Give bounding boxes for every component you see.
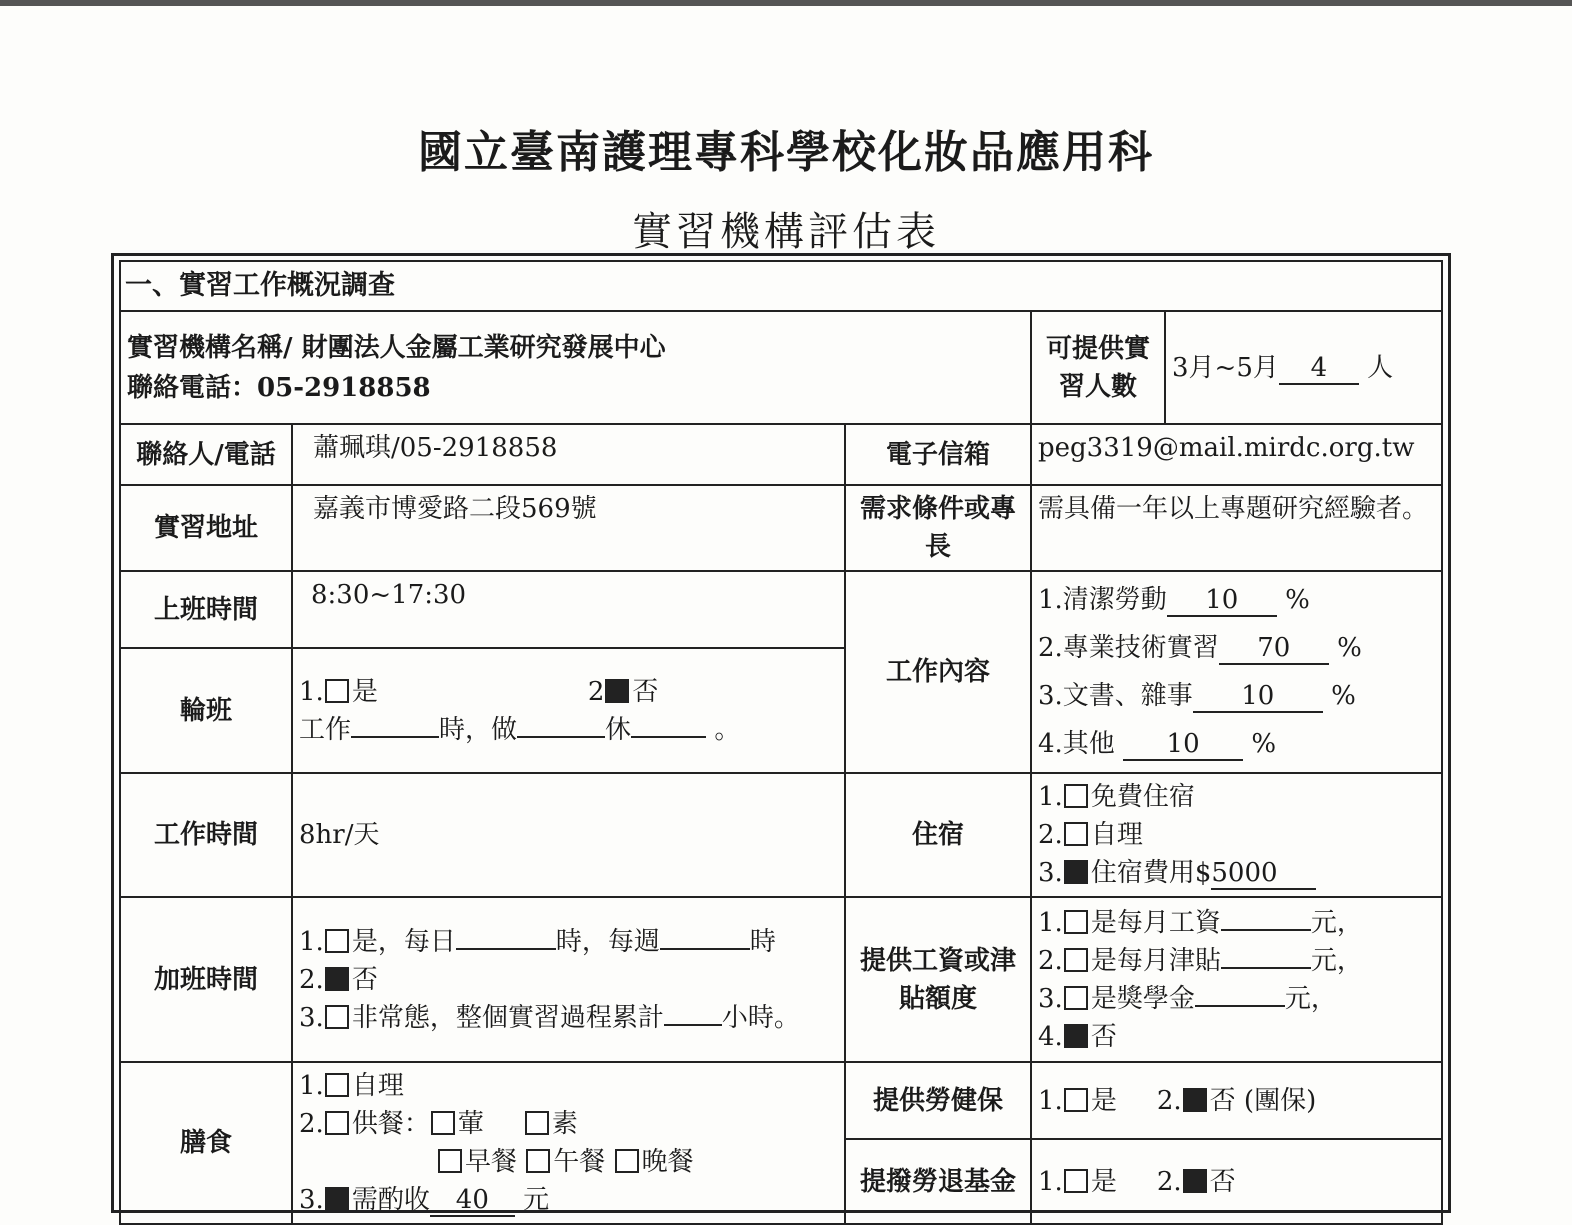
work-content-cell bbox=[1031, 571, 1442, 773]
work-content-label: 工作內容 bbox=[845, 571, 1031, 773]
evaluation-table bbox=[119, 260, 1443, 1225]
insurance-cell: 1. 是 2. 否 (團保) bbox=[1031, 1062, 1442, 1139]
org-phone: 05-2918858 bbox=[257, 372, 431, 403]
shift-cell: 1. 是 2 否 工作 時，做 休 。 bbox=[292, 648, 845, 773]
checkbox-insurance-no[interactable] bbox=[1183, 1088, 1207, 1112]
email-label: 電子信箱 bbox=[845, 424, 1031, 485]
requirement-label: 需求條件或專長 bbox=[845, 485, 1031, 571]
meals-label: 膳食 bbox=[120, 1062, 292, 1224]
address-value: 嘉義市博愛路二段569號 bbox=[292, 485, 845, 571]
meals-cell: 1. 自理 2. 供餐： 葷 素 早餐 午餐 晚餐 3. 需酌收 40 元 bbox=[292, 1062, 845, 1224]
work-item-clerical: 3.文書、雜事 10 % bbox=[1038, 681, 1356, 711]
address-label: 實習地址 bbox=[120, 485, 292, 571]
checkbox-free-lodging[interactable] bbox=[1064, 784, 1088, 808]
checkbox-insurance-yes[interactable] bbox=[1064, 1088, 1088, 1112]
work-item-cleaning: 1.清潔勞動 10 % bbox=[1038, 585, 1310, 615]
checkbox-meals-fee[interactable] bbox=[325, 1187, 349, 1211]
checkbox-overtime-irregular[interactable] bbox=[325, 1005, 349, 1029]
checkbox-breakfast[interactable] bbox=[438, 1149, 462, 1173]
org-name: 財團法人金屬工業研究發展中心 bbox=[301, 332, 666, 363]
checkbox-paid-lodging[interactable] bbox=[1064, 860, 1088, 884]
lodging-cell: 1. 免費住宿 2. 自理 3. 住宿費用$5000 bbox=[1031, 773, 1442, 897]
pension-label: 提撥勞退基金 bbox=[845, 1139, 1031, 1224]
checkbox-vegetarian[interactable] bbox=[525, 1111, 549, 1135]
org-phone-label: 聯絡電話： bbox=[127, 372, 258, 403]
checkbox-shift-no[interactable] bbox=[605, 679, 629, 703]
checkbox-shift-yes[interactable] bbox=[325, 679, 349, 703]
checkbox-overtime-no[interactable] bbox=[325, 967, 349, 991]
checkbox-monthly-allowance[interactable] bbox=[1064, 948, 1088, 972]
school-title: 國立臺南護理專科學校化妝品應用科 bbox=[418, 127, 1154, 178]
work-item-other: 4.其他 10 % bbox=[1038, 729, 1277, 759]
checkbox-meals-provided[interactable] bbox=[325, 1111, 349, 1135]
checkbox-overtime-yes[interactable] bbox=[325, 929, 349, 953]
checkbox-pension-no[interactable] bbox=[1183, 1169, 1207, 1193]
work-time-label: 工作時間 bbox=[120, 773, 292, 897]
checkbox-self-lodging[interactable] bbox=[1064, 822, 1088, 846]
org-name-label: 實習機構名稱/ bbox=[127, 332, 293, 363]
org-info-cell bbox=[120, 311, 1031, 424]
requirement-value: 需具備一年以上專題研究經驗者。 bbox=[1031, 485, 1442, 571]
work-item-technical: 2.專業技術實習 70 % bbox=[1038, 633, 1362, 663]
checkbox-lunch[interactable] bbox=[526, 1149, 550, 1173]
salary-label: 提供工資或津貼額度 bbox=[845, 897, 1031, 1062]
overtime-label: 加班時間 bbox=[120, 897, 292, 1062]
checkbox-monthly-wage[interactable] bbox=[1064, 910, 1088, 934]
overtime-cell: 1. 是，每日 時，每週 時 2. 否 3. 非常態，整個實習過程累計 小時。 bbox=[292, 897, 845, 1062]
contact-value: 蕭珮琪/05-2918858 bbox=[292, 424, 845, 485]
scan-top-edge bbox=[0, 0, 1572, 6]
salary-cell: 1. 是每月工資 元， 2. 是每月津貼 元， 3. 是獎學金 元， 4. 否 bbox=[1031, 897, 1442, 1062]
capacity-period: 3月~5月 bbox=[1172, 352, 1279, 383]
contact-label: 聯絡人/電話 bbox=[120, 424, 292, 485]
meals-fee-amount: 40 bbox=[430, 1185, 515, 1217]
office-hours-label: 上班時間 bbox=[120, 571, 292, 648]
capacity-unit: 人 bbox=[1367, 352, 1394, 383]
office-hours-value: 8:30~17:30 bbox=[292, 571, 845, 648]
capacity-count: 4 bbox=[1279, 353, 1359, 385]
checkbox-meat[interactable] bbox=[431, 1111, 455, 1135]
capacity-label: 可提供實習人數 bbox=[1031, 311, 1165, 424]
form-title: 實習機構評估表 bbox=[632, 209, 940, 255]
checkbox-scholarship[interactable] bbox=[1064, 986, 1088, 1010]
email-value: peg3319@mail.mirdc.org.tw bbox=[1031, 424, 1442, 485]
capacity-cell bbox=[1165, 311, 1442, 424]
checkbox-meals-self[interactable] bbox=[325, 1073, 349, 1097]
pension-cell: 1. 是 2. 否 bbox=[1031, 1139, 1442, 1224]
work-time-value: 8hr/天 bbox=[292, 773, 845, 897]
checkbox-dinner[interactable] bbox=[615, 1149, 639, 1173]
checkbox-pension-yes[interactable] bbox=[1064, 1169, 1088, 1193]
shift-label: 輪班 bbox=[120, 648, 292, 773]
lodging-label: 住宿 bbox=[845, 773, 1031, 897]
checkbox-salary-no[interactable] bbox=[1064, 1024, 1088, 1048]
section-heading: 一、實習工作概況調查 bbox=[120, 261, 1442, 311]
lodging-fee: 5000 bbox=[1211, 858, 1316, 890]
insurance-label: 提供勞健保 bbox=[845, 1062, 1031, 1139]
